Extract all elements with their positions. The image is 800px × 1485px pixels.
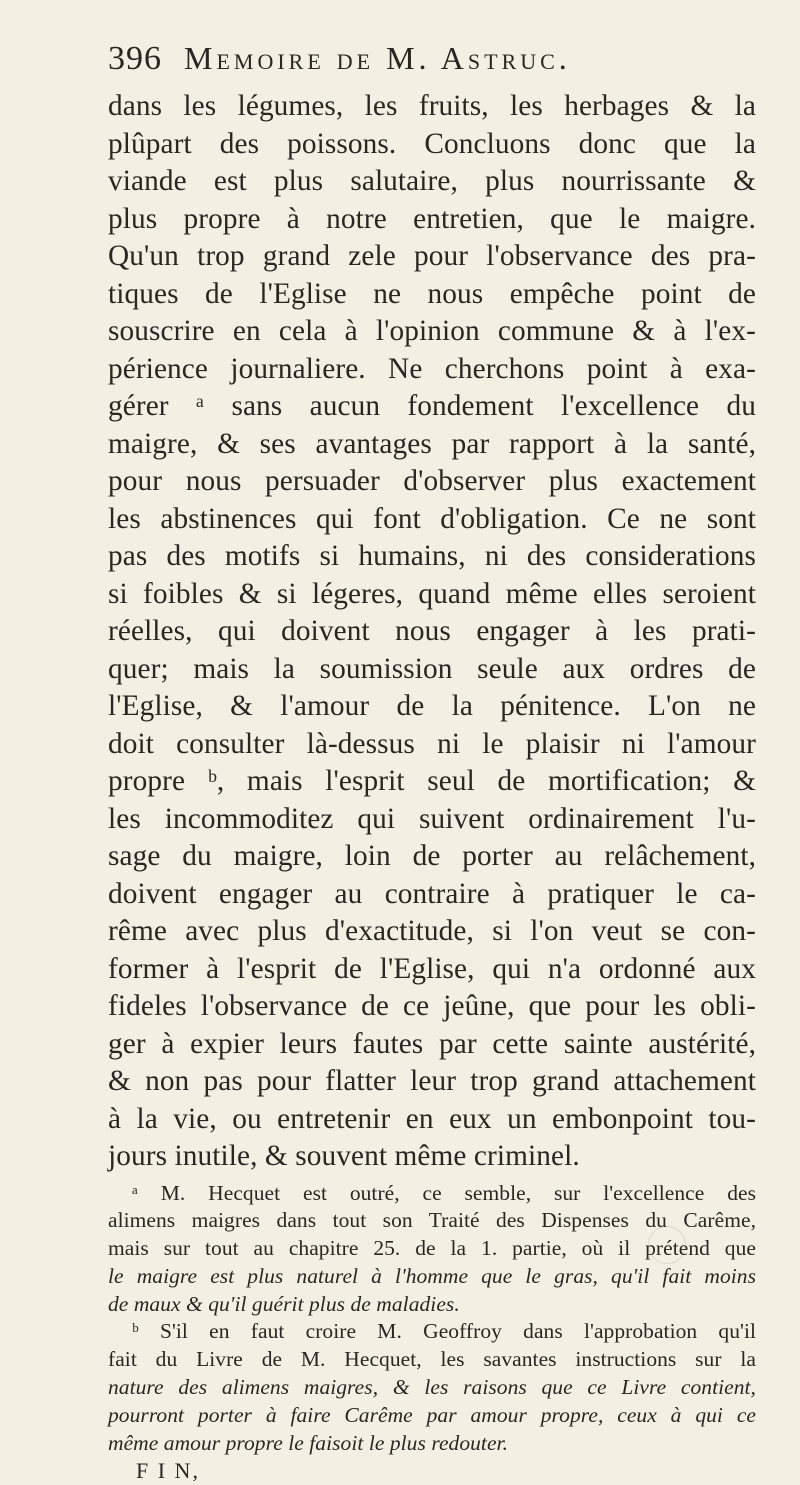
body-line: tiques de l'Eglise ne nous empêche point de [108, 277, 756, 310]
body-line: l'Eglise, & l'amour de la pénitence. L'on ne [108, 690, 756, 722]
body-line: dans les légumes, les fruits, les herbages & la [108, 90, 756, 122]
body-line: à la vie, ou entretenir en eux un embonpoint tou- [108, 1102, 756, 1135]
running-title: Memoire de M. Astruc. [184, 40, 571, 76]
body-line: fideles l'observance de ce jeûne, que pour les obli- [108, 990, 756, 1022]
body-line: propre ᵇ, mais l'esprit seul de mortification; & [108, 765, 756, 797]
body-line: réelles, qui doivent nous engager à les prati- [108, 615, 756, 647]
body-line: & non pas pour flatter leur trop grand attachement [108, 1065, 756, 1097]
body-line: plus propre à notre entretien, que le maigre. [108, 202, 756, 235]
footnote-line: nature des alimens maigres, & les raisons que ce Livre contient, [108, 1375, 756, 1400]
body-line: viande est plus salutaire, plus nourrissante & [108, 165, 756, 197]
footnote-line: alimens maigres dans tout son Traité des Dispenses du Carême, [108, 1208, 756, 1233]
body-line: pour nous persuader d'observer plus exactement [108, 465, 756, 497]
footnotes [108, 1180, 756, 1458]
footnote-line: de maux & qu'il guérit plus de maladies. [108, 1291, 460, 1316]
body-line: doivent engager au contraire à pratiquer le ca- [108, 877, 756, 910]
footnote-line: le maigre est plus naturel à l'homme que le gras, qu'il fait moins [108, 1263, 756, 1288]
body-line: rême avec plus d'exactitude, si l'on veut se con- [108, 915, 756, 947]
footnote-line: mais sur tout au chapitre 25. de la 1. partie, où il prétend que [108, 1236, 756, 1261]
body-line: quer; mais la soumission seule aux ordres de [108, 652, 756, 685]
footnote-line: ᵇ S'il en faut croire M. Geoffroy dans l'approbation qu'il [132, 1319, 756, 1344]
body-line: maigre, & ses avantages par rapport à la santé, [108, 427, 756, 460]
footnote-line: même amour propre le faisoit le plus redouter. [108, 1430, 509, 1455]
footnote-line: pourront porter à faire Carême par amour propre, ceux à qui ce [108, 1402, 756, 1427]
page-header [108, 40, 756, 86]
body-line: périence journaliere. Ne cherchons point à exa- [108, 352, 756, 385]
body-line: si foibles & si légeres, quand même elles seroient [108, 577, 756, 610]
body-line: les abstinences qui font d'obligation. Ce ne sont [108, 502, 756, 535]
footnote-line: ᵃ M. Hecquet est outré, ce semble, sur l'excellence des [132, 1180, 756, 1205]
body-line: Qu'un trop grand zele pour l'observance des pra- [108, 240, 756, 272]
body-text [108, 88, 756, 1176]
body-line: pas des motifs si humains, ni des considerations [108, 540, 756, 572]
body-line: plûpart des poissons. Concluons donc que la [108, 127, 756, 160]
paper-blemish [648, 1226, 686, 1264]
body-line: gérer ᵃ sans aucun fondement l'excellence du [108, 390, 756, 422]
body-line: jours inutile, & souvent même criminel. [108, 1140, 580, 1172]
body-line: sage du maigre, loin de porter au relâchement, [108, 840, 756, 872]
body-line: doit consulter là-dessus ni le plaisir ni l'amour [108, 727, 756, 760]
footnote-line: fait du Livre de M. Hecquet, les savantes instructions sur la [108, 1347, 756, 1372]
body-line: former à l'esprit de l'Eglise, qui n'a ordonné aux [108, 952, 756, 985]
body-line: les incommoditez qui suivent ordinairement l'u- [108, 802, 756, 835]
body-line: ger à expier leurs fautes par cette sainte austérité, [108, 1027, 756, 1060]
page-number: 396 [108, 40, 162, 77]
catchword: F I N, [136, 1458, 200, 1484]
body-line: souscrire en cela à l'opinion commune & à l'ex- [108, 315, 756, 347]
